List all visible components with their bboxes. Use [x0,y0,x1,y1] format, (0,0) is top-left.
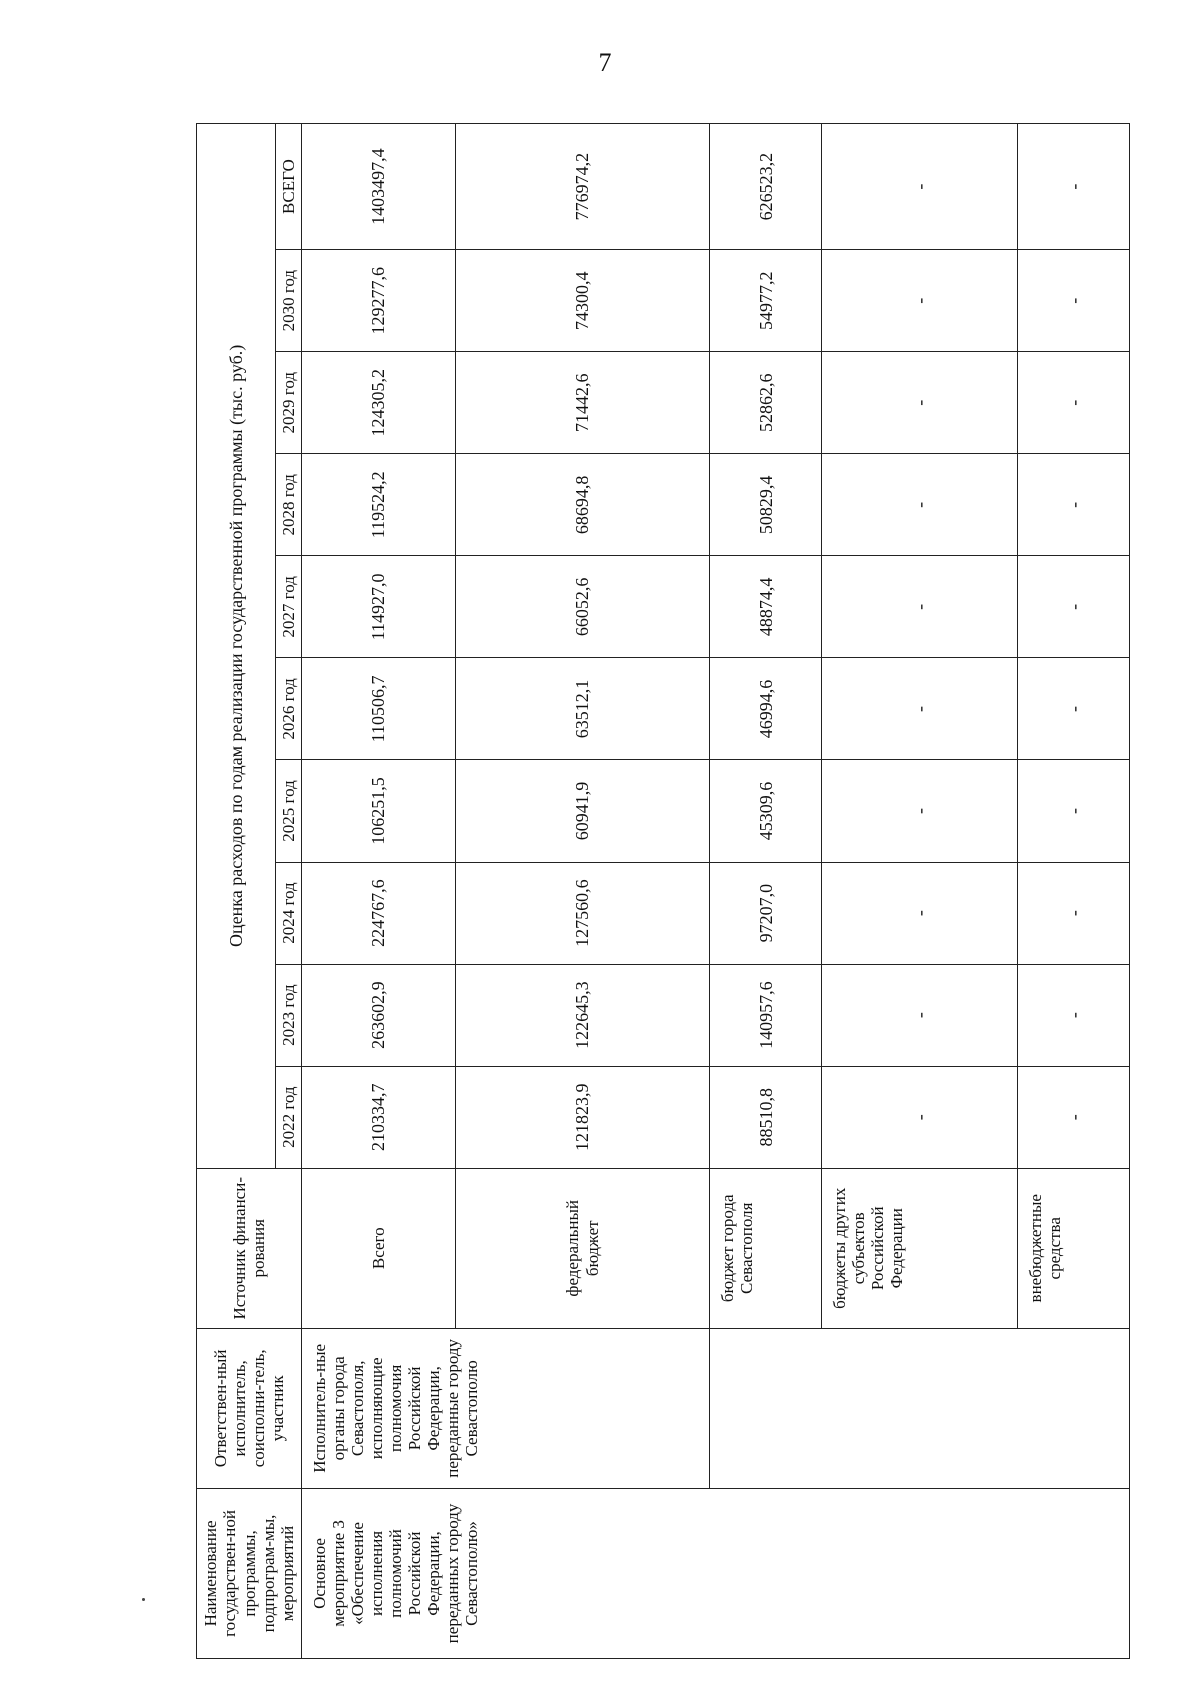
header-year: 2026 год [276,658,302,760]
value-cell: 71442,6 [455,352,710,454]
value-cell: 68694,8 [455,454,710,556]
value-cell: - [1018,658,1130,760]
value-cell: - [1018,1066,1130,1168]
value-cell: - [822,454,1018,556]
header-executor: Ответствен-ный исполнитель, соисполни-тель, участник [197,1328,302,1488]
header-source: Источник финанси-рования [197,1168,302,1328]
value-cell: - [1018,556,1130,658]
value-cell: 124305,2 [302,352,456,454]
value-cell: - [1018,454,1130,556]
value-cell: 74300,4 [455,250,710,352]
value-cell: 776974,2 [455,124,710,250]
value-cell: 46994,6 [710,658,822,760]
header-year: 2024 год [276,862,302,964]
value-cell: - [822,250,1018,352]
value-cell: - [822,760,1018,862]
header-year: 2027 год [276,556,302,658]
scan-speck [142,1598,145,1601]
header-year: 2029 год [276,352,302,454]
value-cell: 210334,7 [302,1066,456,1168]
value-cell: 1403497,4 [302,124,456,250]
value-cell: 97207,0 [710,862,822,964]
header-estimate: Оценка расходов по годам реализации государственной программы (тыс. руб.) [197,124,276,1169]
source-cell: федеральный бюджет [455,1168,710,1328]
value-cell: 52862,6 [710,352,822,454]
rotated-table-frame [196,123,1130,1659]
value-cell: 60941,9 [455,760,710,862]
value-cell: - [822,124,1018,250]
header-name: Наименование государствен-ной программы, подпрограм-мы, мероприятий [197,1488,302,1658]
value-cell: 119524,2 [302,454,456,556]
value-cell: 140957,6 [710,964,822,1066]
value-cell: 122645,3 [455,964,710,1066]
value-cell: 129277,6 [302,250,456,352]
value-cell: 88510,8 [710,1066,822,1168]
activity-name: Основное мероприятие 3 «Обеспечение исполнения полномочий Российской Федерации, переданных городу Севастополю» [302,1488,1130,1658]
value-cell: - [1018,964,1130,1066]
table-row-total [302,124,456,1659]
value-cell: 224767,6 [302,862,456,964]
value-cell: - [1018,250,1130,352]
header-row-1 [197,124,276,1659]
source-cell: бюджет города Севастополя [710,1168,822,1328]
value-cell: - [1018,760,1130,862]
budget-table-container [196,123,1130,1659]
value-cell: - [822,964,1018,1066]
value-cell: 54977,2 [710,250,822,352]
budget-table [196,123,1130,1659]
value-cell: - [822,658,1018,760]
value-cell: - [1018,124,1130,250]
source-cell: внебюджетные средства [1018,1168,1130,1328]
value-cell: 63512,1 [455,658,710,760]
header-year: 2022 год [276,1066,302,1168]
value-cell: - [822,556,1018,658]
value-cell: 626523,2 [710,124,822,250]
value-cell: 110506,7 [302,658,456,760]
value-cell: - [822,352,1018,454]
value-cell: 50829,4 [710,454,822,556]
source-cell: Всего [302,1168,456,1328]
value-cell: - [822,862,1018,964]
source-cell: бюджеты других субъектов Российской Федерации [822,1168,1018,1328]
value-cell: - [822,1066,1018,1168]
header-year: 2028 год [276,454,302,556]
header-total: ВСЕГО [276,124,302,250]
value-cell: 66052,6 [455,556,710,658]
value-cell: - [1018,352,1130,454]
value-cell: 263602,9 [302,964,456,1066]
table-row-city [710,124,822,1659]
header-year: 2025 год [276,760,302,862]
value-cell: 106251,5 [302,760,456,862]
header-year: 2023 год [276,964,302,1066]
value-cell: 127560,6 [455,862,710,964]
value-cell: 48874,4 [710,556,822,658]
header-year: 2030 год [276,250,302,352]
value-cell: 45309,6 [710,760,822,862]
value-cell: 114927,0 [302,556,456,658]
page-number: 7 [598,48,612,77]
value-cell: - [1018,862,1130,964]
executor-empty [710,1328,1130,1488]
value-cell: 121823,9 [455,1066,710,1168]
executor: Исполнитель-ные органы города Севастополя, исполняющие полномочия Российской Федерации, переданные городу Севастополю [302,1328,710,1488]
